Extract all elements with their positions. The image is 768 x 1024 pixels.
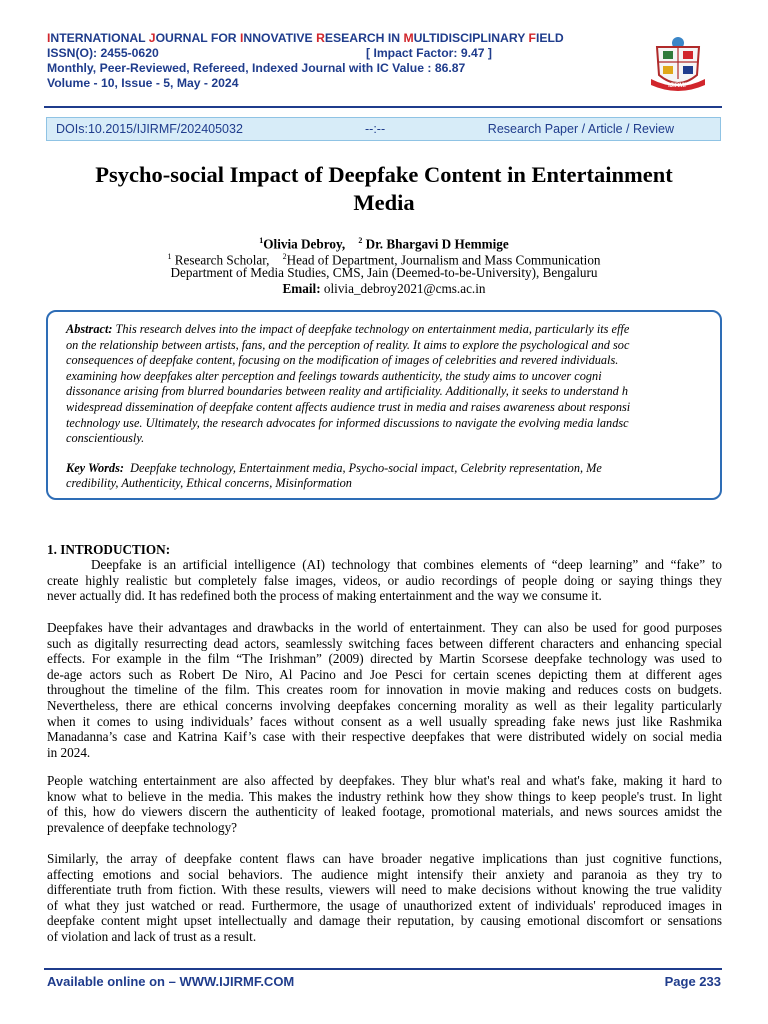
paragraph-4	[47, 851, 722, 945]
department-line: Department of Media Studies, CMS, Jain (Deemed-to-be-University), Bengaluru	[170, 265, 598, 280]
doi-bar	[46, 117, 721, 141]
text-line: of this, how do viewers discern the authenticity of leaked footage, promotional materials, and news sources amidst the	[47, 804, 722, 820]
text-line: prevalence of deepfake technology?	[47, 819, 238, 835]
text-line: differentiate truth from fiction. With these results, viewers will need to make decisions without knowing the true validity	[47, 882, 722, 898]
paper-title	[40, 161, 728, 217]
author-1: Olivia Debroy,	[263, 236, 346, 252]
text-line: never actually did. It has redefined both the process of making entertainment and the way we consume it.	[47, 588, 602, 604]
text-line: Manadanna’s case and Katrina Kaif’s case with their respective deepfakes that were distributed widely on social media	[47, 729, 722, 745]
section-heading: 1. INTRODUCTION:	[47, 542, 171, 557]
text-line: in 2024.	[47, 744, 91, 760]
keywords-label: Key Words:	[66, 460, 124, 475]
footer-rule	[44, 968, 722, 970]
text-line: de-age actors such as Robert De Niro, Al Pacino and Joe Pesci for certain scenes depicting them at different ages	[47, 666, 722, 682]
abstract-label: Abstract:	[66, 322, 113, 336]
text-line: effects. For example in the film “The Irishman” (2009) directed by Martin Scorsese deepfake technology was used to	[47, 651, 722, 667]
text-line: of violation and lack of trust as a result.	[47, 928, 257, 944]
text-line: when it comes to using individuals’ faces without consent as a well usually spreading fake news just like Rashmika	[47, 713, 722, 729]
doi: DOIs:10.2015/IJIRMF/202405032	[56, 122, 243, 136]
text-line: know what to believe in the media. This makes the industry rethink how they show things to keep people's trust. In light	[47, 788, 722, 804]
title-line: Media	[353, 190, 415, 215]
email-line: Email: olivia_debroy2021@cms.ac.in	[282, 281, 486, 296]
review-line: Monthly, Peer-Reviewed, Refereed, Indexed Journal with IC Value : 86.87	[47, 61, 466, 75]
header-rule	[44, 106, 722, 108]
text-line: such as digitally resurrecting dead actors, seamlessly switching faces between different characters and enhancing special	[47, 635, 722, 651]
journal-name: INTERNATIONAL JOURNAL FOR INNOVATIVE RESEARCH IN MULTIDISCIPLINARY FIELD	[47, 31, 564, 45]
email-address: olivia_debroy2021@cms.ac.in	[323, 281, 486, 296]
issn: ISSN(O): 2455-0620	[47, 46, 159, 60]
paper-type: Research Paper / Article / Review	[487, 122, 674, 136]
issn-row	[47, 46, 492, 61]
logo-text: IJIRMF	[668, 83, 688, 89]
journal-header	[47, 31, 607, 91]
journal-logo	[643, 35, 713, 95]
text-line: Deepfake is an artificial intelligence (AI) technology that combines elements of “deep learning” and “fake” to	[91, 557, 722, 572]
text-line: deepfake content might upset intellectually and damage their reputation, by causing emotional discomfort or sensations	[47, 913, 722, 929]
volume-line: Volume - 10, Issue - 5, May - 2024	[47, 76, 239, 90]
text-line: of what they just watched or read. Furthermore, the usage of unauthorized extent of individuals' reproduced images in	[47, 897, 722, 913]
paragraph-1	[47, 557, 722, 604]
abstract-text: Abstract: This research delves into the impact of deepfake technology on entertainment media, particularly its effe on the relationship between artists, fans, and the perception of reality. It aims to explore the psychological and soc consequences of deepfake content, focusing on the modification of images of celebrities and revered individuals. examining how deepfakes alter perception and feelings towards authenticity, the study aims to uncover cogni dissonance arising from blurred boundaries between reality and artificiality. Additionally, it seeks to understand h widespread dissemination of deepfake content affects audience trust in media and raises awareness about responsi technology use. Ultimately, the research advocates for informed discussions to navigate the evolving media landsc conscientiously. Key Words: Deepfake technology, Entertainment media, Psycho-social impact, Celebrity representation, Me credibility, Authenticity, Ethical concerns, Misinformation	[66, 322, 631, 491]
text-line: Nevertheless, there are ethical concerns involving deepfakes concerning morality as well as their legality particularly	[47, 697, 722, 713]
text-line: People watching entertainment are also affected by deepfakes. They blur what's real and what's fake, making it hard to	[47, 773, 722, 788]
title-line: Psycho-social Impact of Deepfake Content in Entertainment	[95, 162, 673, 187]
affiliation-line: $^1$ Research Scholar, $^2$Head of Department, Journalism and Mass Communication	[167, 252, 601, 268]
footer-url: Available online on – WWW.IJIRMF.COM	[47, 974, 295, 989]
abstract-box	[46, 310, 722, 500]
text-line: create highly realistic but completely false images, videos, or audio recordings of people doing or saying things they	[47, 572, 722, 588]
author-line: $^1$Olivia Debroy, $^2$ Dr. Bhargavi D Hemmige	[259, 236, 509, 252]
text-line: throughout the timeline of the film. This creates room for innovation in movie making and reduces costs on budgets.	[47, 682, 722, 698]
impact-factor: [ Impact Factor: 9.47 ]	[366, 46, 492, 60]
paragraph-2	[47, 620, 722, 760]
doi-separator: --:--	[365, 122, 386, 136]
text-line: Deepfakes have their advantages and drawbacks in the world of entertainment. They can also be used for good purposes	[47, 620, 722, 635]
author-2: Dr. Bhargavi D Hemmige	[365, 236, 509, 252]
paragraph-3	[47, 773, 722, 835]
text-line: Similarly, the array of deepfake content flaws can have broader negative implications than just cognitive functions,	[47, 851, 722, 866]
page-number: Page 233	[664, 974, 721, 989]
text-line: affecting emotions and social behaviors. The audience might intensify their anxiety and paranoia as they try to	[47, 866, 722, 882]
